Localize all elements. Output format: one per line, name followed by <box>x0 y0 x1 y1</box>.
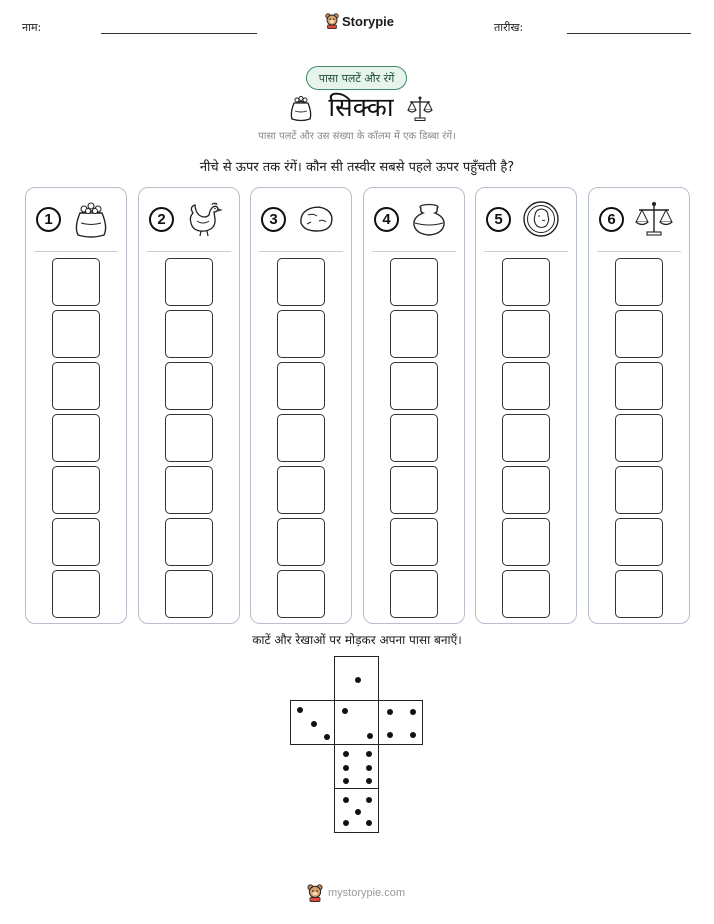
color-box[interactable] <box>390 362 438 410</box>
column-4 <box>363 187 465 624</box>
color-box[interactable] <box>502 310 550 358</box>
bear-mascot-icon <box>307 884 323 902</box>
die-pip <box>343 797 349 803</box>
die-pip <box>343 778 349 784</box>
color-box[interactable] <box>52 518 100 566</box>
column-divider <box>597 251 681 252</box>
die-face <box>334 788 379 833</box>
color-box[interactable] <box>277 414 325 462</box>
color-box[interactable] <box>52 466 100 514</box>
color-box[interactable] <box>277 362 325 410</box>
color-box[interactable] <box>277 258 325 306</box>
footer-url: mystorypie.com <box>328 887 406 899</box>
column-header <box>364 188 464 250</box>
column-5 <box>475 187 577 624</box>
hen-icon <box>183 199 225 239</box>
color-box[interactable] <box>502 466 550 514</box>
color-box[interactable] <box>502 518 550 566</box>
die-pip <box>366 751 372 757</box>
die-pip <box>387 732 393 738</box>
color-box[interactable] <box>165 570 213 618</box>
die-pip <box>366 765 372 771</box>
column-number: 4 <box>374 207 399 232</box>
color-box[interactable] <box>165 414 213 462</box>
column-header <box>589 188 689 250</box>
lion-coin-icon <box>520 199 562 239</box>
die-face <box>334 744 379 789</box>
die-pip <box>387 709 393 715</box>
coin-sack-icon <box>286 93 316 123</box>
color-box[interactable] <box>390 310 438 358</box>
name-label: नाम: <box>22 21 42 34</box>
footer <box>307 884 405 902</box>
instruction: नीचे से ऊपर तक रंगें। कौन सी तस्वीर सबसे पहले ऊपर पहुँचती है? <box>199 160 515 175</box>
column-number: 5 <box>486 207 511 232</box>
color-box[interactable] <box>52 362 100 410</box>
die-pip <box>342 708 348 714</box>
die-pip <box>297 707 303 713</box>
brand-logo <box>325 13 394 29</box>
date-line[interactable] <box>567 33 691 34</box>
subtitle: पासा पलटें और उस संख्या के कॉलम में एक डिब्बा रंगें। <box>258 131 456 142</box>
color-box[interactable] <box>502 414 550 462</box>
color-box[interactable] <box>615 414 663 462</box>
color-box[interactable] <box>165 466 213 514</box>
pot-icon <box>408 199 450 239</box>
column-header <box>26 188 126 250</box>
column-divider <box>259 251 343 252</box>
die-pip <box>410 732 416 738</box>
die-pip <box>410 709 416 715</box>
color-box[interactable] <box>165 310 213 358</box>
color-box[interactable] <box>615 258 663 306</box>
title-row <box>280 91 440 125</box>
color-box[interactable] <box>615 518 663 566</box>
page-title: सिक्का <box>328 93 394 123</box>
color-box[interactable] <box>390 570 438 618</box>
brand-name: Storypie <box>342 13 395 29</box>
column-3 <box>250 187 352 624</box>
color-box[interactable] <box>502 258 550 306</box>
color-box[interactable] <box>615 466 663 514</box>
color-box[interactable] <box>52 570 100 618</box>
color-box[interactable] <box>277 518 325 566</box>
color-box[interactable] <box>615 570 663 618</box>
bear-mascot-icon <box>325 13 339 29</box>
die-pip <box>343 820 349 826</box>
die-pip <box>366 778 372 784</box>
date-label: तारीख: <box>494 21 524 34</box>
column-divider <box>147 251 231 252</box>
die-face <box>290 700 335 745</box>
column-6 <box>588 187 690 624</box>
column-2 <box>138 187 240 624</box>
column-number: 6 <box>599 207 624 232</box>
column-divider <box>372 251 456 252</box>
column-number: 3 <box>261 207 286 232</box>
die-pip <box>366 797 372 803</box>
column-header <box>139 188 239 250</box>
color-box[interactable] <box>165 258 213 306</box>
color-box[interactable] <box>502 362 550 410</box>
activity-pill: पासा पलटें और रंगें <box>306 66 407 90</box>
column-1 <box>25 187 127 624</box>
column-number: 2 <box>149 207 174 232</box>
column-divider <box>34 251 118 252</box>
die-pip <box>366 820 372 826</box>
color-box[interactable] <box>390 414 438 462</box>
color-box[interactable] <box>390 466 438 514</box>
color-box[interactable] <box>390 258 438 306</box>
die-pip <box>324 734 330 740</box>
die-face <box>334 656 379 701</box>
die-pip <box>355 677 361 683</box>
scales-icon <box>633 199 675 239</box>
color-box[interactable] <box>615 310 663 358</box>
column-number: 1 <box>36 207 61 232</box>
color-box[interactable] <box>502 570 550 618</box>
color-box[interactable] <box>615 362 663 410</box>
die-pip <box>367 733 373 739</box>
column-header <box>251 188 351 250</box>
color-box[interactable] <box>277 466 325 514</box>
die-pip <box>343 751 349 757</box>
die-face <box>334 700 379 745</box>
cut-instruction: काटें और रेखाओं पर मोड़कर अपना पासा बनाएँ। <box>252 633 462 647</box>
color-box[interactable] <box>277 310 325 358</box>
column-header <box>476 188 576 250</box>
color-box[interactable] <box>52 258 100 306</box>
coin-sack-icon <box>70 199 112 239</box>
column-divider <box>484 251 568 252</box>
scales-icon <box>406 94 434 122</box>
die-face <box>378 700 423 745</box>
color-box[interactable] <box>390 518 438 566</box>
color-box[interactable] <box>52 414 100 462</box>
color-box[interactable] <box>52 310 100 358</box>
color-box[interactable] <box>165 362 213 410</box>
die-pip <box>311 721 317 727</box>
color-box[interactable] <box>277 570 325 618</box>
name-line[interactable] <box>101 33 257 34</box>
die-pip <box>343 765 349 771</box>
die-pip <box>355 809 361 815</box>
color-box[interactable] <box>165 518 213 566</box>
rock-icon <box>295 199 337 239</box>
